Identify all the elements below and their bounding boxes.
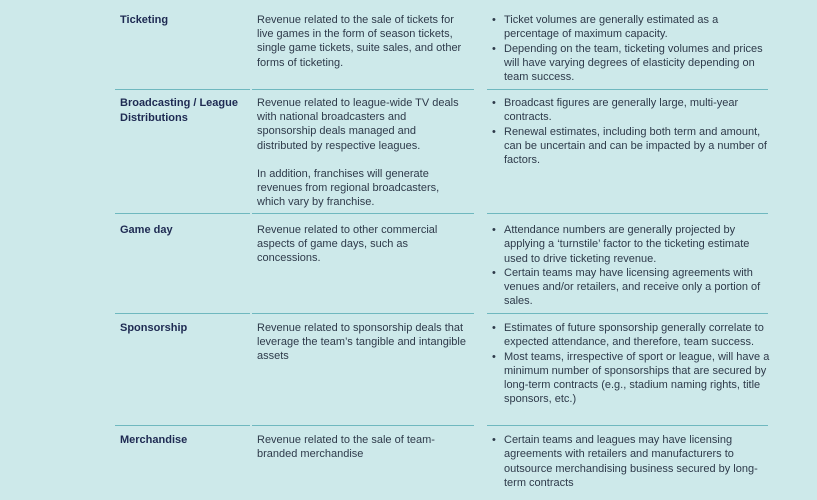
row-divider: [487, 89, 768, 90]
row-divider: [252, 425, 474, 426]
row-divider: [252, 213, 474, 214]
category-label: Ticketing: [120, 14, 169, 26]
description-text: Revenue related to league-wide TV deals with national broadcasters and sponsorship deals managed and distributed by respective leagues.: [257, 97, 459, 152]
description-cell: [257, 321, 467, 364]
note-item: • Renewal estimates, including both term and amount, can be uncertain and can be impacted by a number of factors.: [492, 125, 772, 168]
notes-list: [492, 13, 772, 84]
note-item: • Most teams, irrespective of sport or league, will have a minimum number of sponsorships that are secured by long-term contracts (e.g., stadium naming rights, title sponsors, etc.): [492, 350, 772, 407]
row-divider: [115, 213, 250, 214]
description-cell: [257, 96, 467, 209]
description-text: Revenue related to other commercial aspects of game days, such as concessions.: [257, 224, 438, 265]
category-label: Game day: [120, 224, 173, 236]
note-item: • Certain teams and leagues may have licensing agreements with retailers and manufacturers to outsource merchandising business secured by long-term contracts: [492, 433, 772, 490]
row-divider: [252, 313, 474, 314]
description-text: Revenue related to the sale of team-branded merchandise: [257, 434, 435, 461]
row-divider: [487, 313, 768, 314]
note-item: • Attendance numbers are generally projected by applying a ‘turnstile’ factor to the ticketing estimate used to drive ticketing revenue.: [492, 223, 772, 266]
description-cell: [257, 223, 467, 266]
category-label: Sponsorship: [120, 322, 188, 334]
row-divider: [115, 313, 250, 314]
category-label: Merchandise: [120, 434, 188, 446]
note-item: • Depending on the team, ticketing volumes and prices will have varying degrees of elasticity depending on team success.: [492, 42, 772, 85]
notes-list: [492, 433, 772, 490]
note-item: • Ticket volumes are generally estimated as a percentage of maximum capacity.: [492, 13, 772, 42]
description-cell: [257, 433, 467, 461]
row-divider: [252, 89, 474, 90]
description-text: In addition, franchises will generate revenues from regional broadcasters, which vary by franchise.: [257, 167, 440, 209]
note-item: • Estimates of future sponsorship generally correlate to expected attendance, and therefore, team success.: [492, 321, 772, 350]
description-cell: [257, 13, 467, 70]
notes-list: [492, 223, 772, 309]
description-text: Revenue related to the sale of tickets for live games in the form of season tickets, single game tickets, suite sales, and other forms of ticketing.: [257, 14, 462, 69]
notes-list: [492, 321, 772, 407]
row-divider: [115, 425, 250, 426]
category-label: Broadcasting / League Distributions: [120, 97, 238, 124]
note-item: • Broadcast figures are generally large, multi-year contracts.: [492, 96, 772, 125]
row-divider: [487, 425, 768, 426]
note-item: • Certain teams may have licensing agreements with venues and/or retailers, and receive only a portion of sales.: [492, 266, 772, 309]
notes-list: [492, 96, 772, 167]
row-divider: [115, 89, 250, 90]
description-text: Revenue related to sponsorship deals that leverage the team’s tangible and intangible assets: [257, 322, 466, 363]
row-divider: [487, 213, 768, 214]
